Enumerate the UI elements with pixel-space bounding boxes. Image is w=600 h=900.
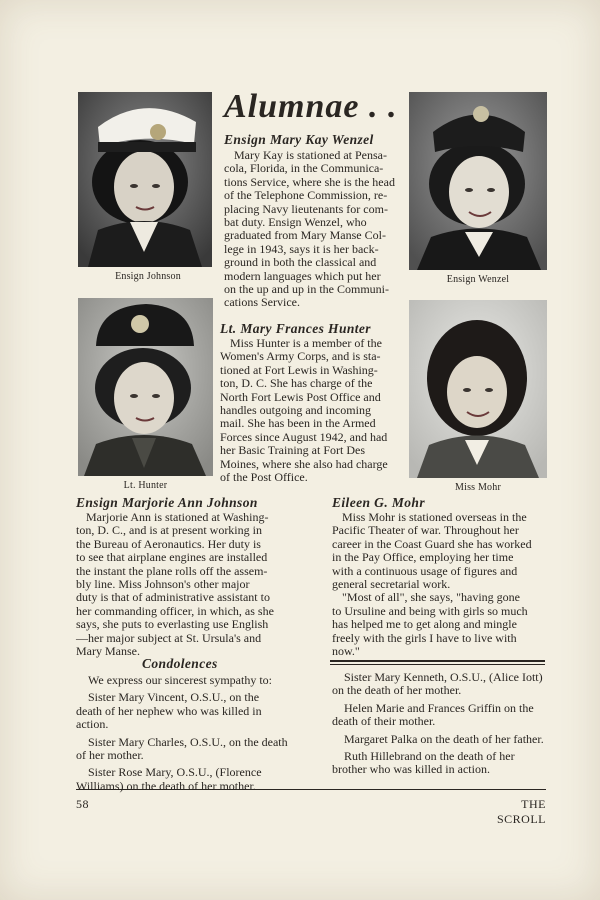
text-line: modern languages which put her xyxy=(224,268,381,283)
article-body-johnson xyxy=(76,511,288,658)
text-line: Pacific Theater of war. Throughout her xyxy=(332,523,519,538)
portrait-photo-hunter xyxy=(78,298,213,476)
photo-caption-johnson: Ensign Johnson xyxy=(115,271,181,282)
text-line: tioned at Fort Lewis in Washing- xyxy=(220,362,378,377)
condolence-item: Helen Marie and Frances Griffin on the death of their mother. xyxy=(332,700,534,729)
text-line: "Most of all", she says, "having gone xyxy=(342,590,521,605)
text-line: graduated from Mary Manse Col- xyxy=(224,228,386,243)
condolence-item: Margaret Palka on the death of her father. xyxy=(344,731,544,746)
text-line: ground in both the classical and xyxy=(224,255,377,270)
text-line: Mary Kay is stationed at Pensa- xyxy=(234,148,387,162)
text-line: to Ursuline and being with girls so much xyxy=(332,603,528,618)
condolence-item: Ruth Hillebrand on the death of her brother who was killed in action. xyxy=(332,749,515,777)
article-body-wenzel xyxy=(224,149,402,310)
text-line: now." xyxy=(332,644,360,659)
text-line: Marjorie Ann is stationed at Washing- xyxy=(86,510,269,524)
article-body-mohr xyxy=(332,511,545,658)
section-divider xyxy=(330,660,545,665)
text-line: has helped me to get along and mingle xyxy=(332,617,517,632)
article-title-wenzel: Ensign Mary Kay Wenzel xyxy=(224,132,374,147)
text-line: Moines, where she also had charge xyxy=(220,456,388,471)
text-line: general secretarial work. xyxy=(332,577,451,592)
photo-caption-mohr: Miss Mohr xyxy=(455,482,501,493)
text-line: says, she puts to everlasting use English xyxy=(76,617,269,632)
text-line: Forces since August 1942, and had xyxy=(220,429,388,444)
text-line: in the Pay Office, employing her time xyxy=(332,550,514,565)
condolences-intro: We express our sincerest sympathy to: xyxy=(88,673,272,687)
condolences-title: Condolences xyxy=(142,656,218,671)
text-line: cations Service. xyxy=(224,295,300,310)
article-title-hunter: Lt. Mary Frances Hunter xyxy=(220,321,371,336)
article-title-johnson: Ensign Marjorie Ann Johnson xyxy=(76,495,258,510)
text-line: Miss Mohr is stationed overseas in the xyxy=(342,510,527,524)
text-line: lege in 1943, says it is her back- xyxy=(224,241,379,256)
text-line: tions Service, where she is the head xyxy=(224,174,395,189)
text-line: her Basic Training at Fort Des xyxy=(220,443,365,458)
text-line: the Bureau of Aeronautics. Her duty is xyxy=(76,536,261,551)
photo-caption-hunter: Lt. Hunter xyxy=(123,480,168,491)
text-line: Miss Hunter is a member of the xyxy=(230,336,382,350)
article-title-mohr: Eileen G. Mohr xyxy=(332,495,425,510)
condolences-left-column xyxy=(76,674,288,797)
text-line: —her major subject at St. Ursula's and xyxy=(76,630,262,645)
text-line: Women's Army Corps, and is sta- xyxy=(220,349,381,364)
text-line: duty is that of administrative assistant to xyxy=(76,590,270,605)
text-line: to see that airplane engines are installed xyxy=(76,550,268,565)
text-line: freely with the girls I have to live with xyxy=(332,630,517,645)
text-line: Mary Manse. xyxy=(76,644,140,659)
text-line: North Fort Lewis Post Office and xyxy=(220,389,381,404)
text-line: bat duty. Ensign Wenzel, who xyxy=(224,215,367,230)
text-line: handles outgoing and incoming xyxy=(220,403,371,418)
portrait-photo-mohr xyxy=(409,300,547,478)
portrait-photo-wenzel xyxy=(409,92,547,270)
publication-name: THE SCROLL xyxy=(496,797,546,826)
condolence-item: Sister Mary Charles, O.S.U., on the death of her mother. xyxy=(76,734,288,763)
page-number: 58 xyxy=(76,797,89,811)
condolence-item: Sister Mary Vincent, O.S.U., on the death of her nephew who was killed in action. xyxy=(76,690,262,732)
text-line: bly line. Miss Johnson's other major xyxy=(76,577,250,592)
footer-rule xyxy=(76,789,546,790)
text-line: on the up and up in the Communi- xyxy=(224,282,389,297)
text-line: of the Telephone Commission, re- xyxy=(224,188,388,203)
article-body-hunter xyxy=(220,337,402,484)
text-line: mail. She has been in the Armed xyxy=(220,416,376,431)
page-title: Alumnae . . xyxy=(224,88,398,125)
portrait-photo-johnson xyxy=(78,92,212,267)
text-line: cola, Florida, in the Communica- xyxy=(224,161,384,176)
photo-caption-wenzel: Ensign Wenzel xyxy=(446,274,510,285)
condolence-item: Sister Mary Kenneth, O.S.U., (Alice Iott) on the death of her mother. xyxy=(332,670,543,698)
text-line: ton, D. C. She has charge of the xyxy=(220,376,373,391)
text-line: career in the Coast Guard she has worked xyxy=(332,536,532,551)
condolence-item: Sister Rose Mary, O.S.U., (Florence Williams) on the death of her mother. xyxy=(76,765,262,793)
text-line: with a continuous usage of figures and xyxy=(332,563,518,578)
text-line: of the Post Office. xyxy=(220,470,308,485)
text-line: her commanding officer, in which, as she xyxy=(76,603,274,618)
text-line: placing Navy lieutenants for com- xyxy=(224,201,388,216)
text-line: the instant the plane rolls off the assem- xyxy=(76,563,268,578)
condolences-right-column xyxy=(332,671,545,781)
text-line: ton, D. C., and is at present working in xyxy=(76,523,262,538)
